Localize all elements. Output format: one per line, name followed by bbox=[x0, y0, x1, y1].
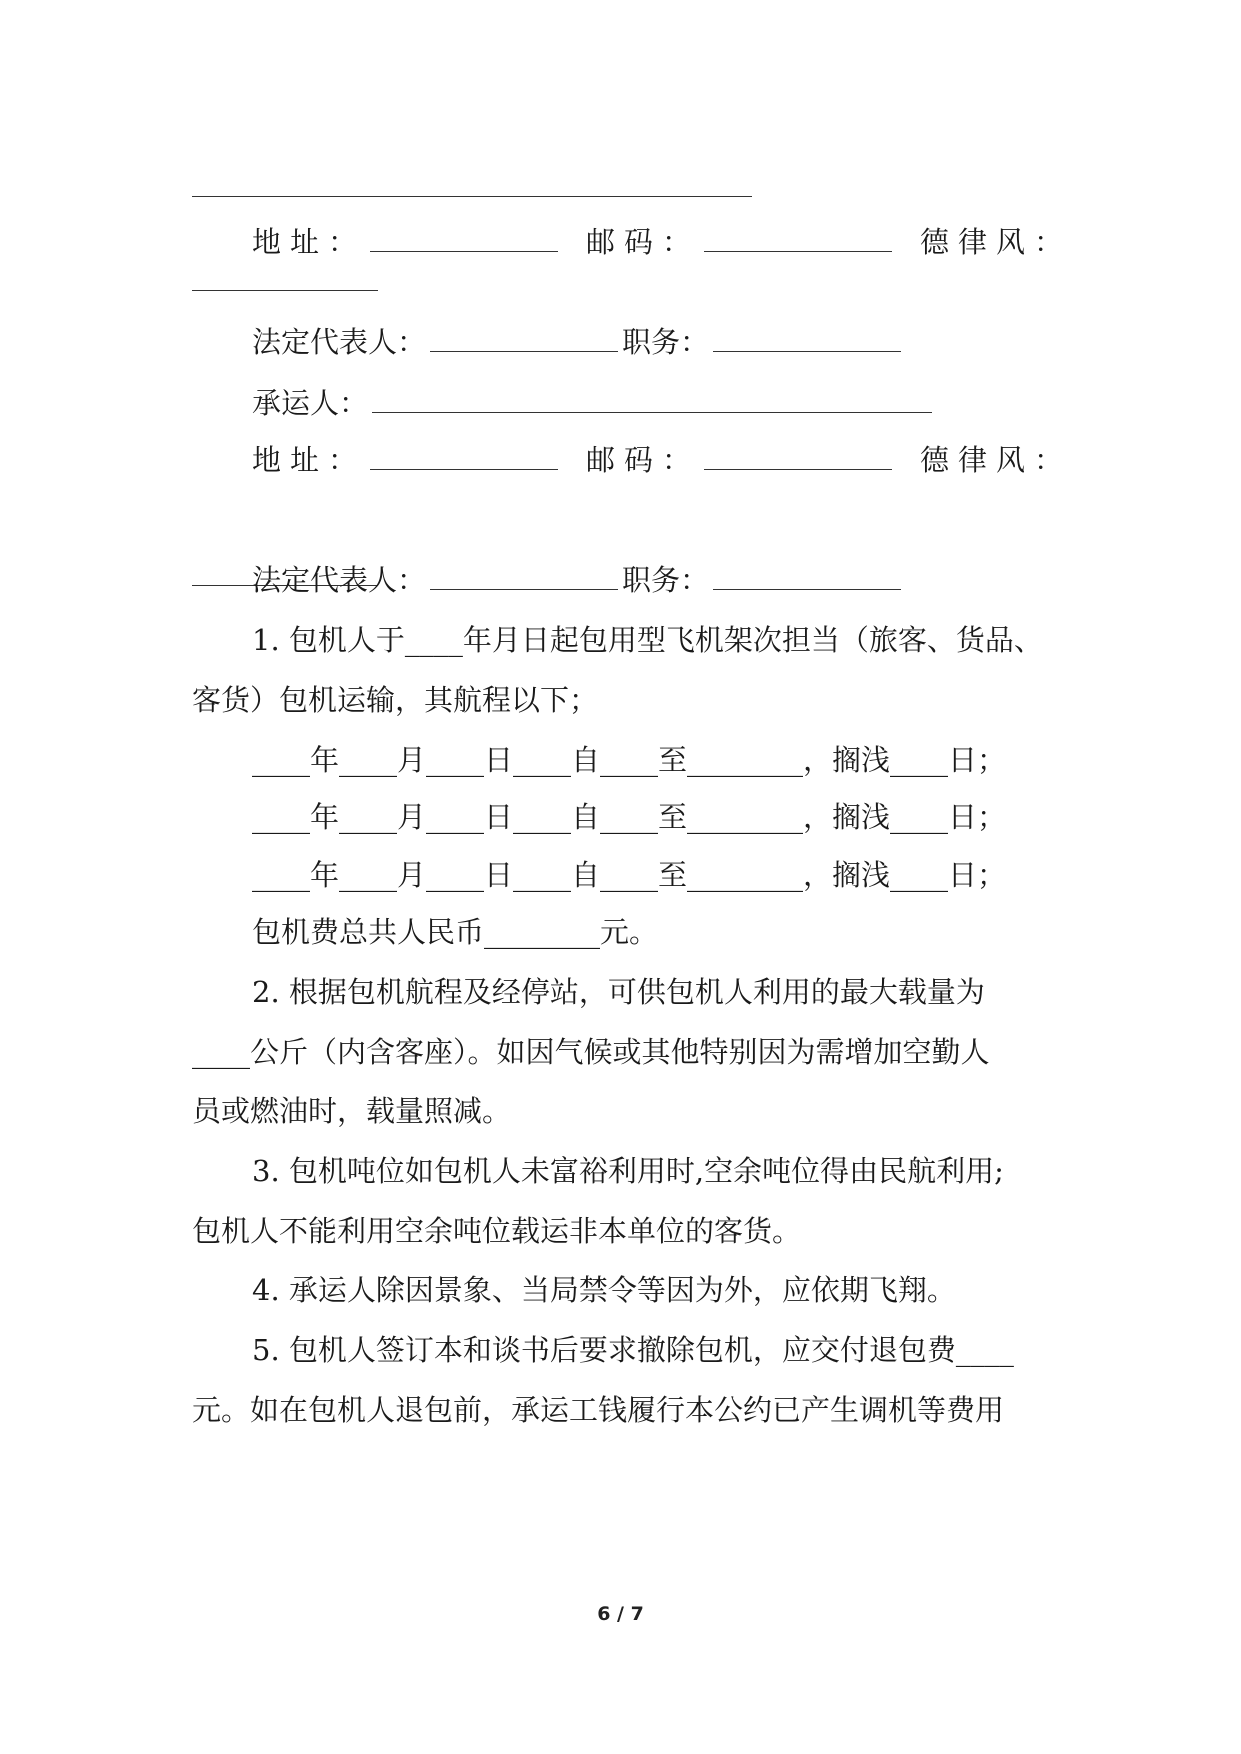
clause-3-line-1: 3. 包机吨位如包机人未富裕利用时,空余吨位得由民航利用; bbox=[252, 1154, 1004, 1188]
charter-fee-line: 包机费总共人民币________元。 bbox=[252, 915, 659, 949]
carrier-lawyer-label: 德律风： bbox=[919, 443, 1072, 477]
page-number: 6 / 7 bbox=[597, 1603, 644, 1625]
signature-line bbox=[192, 196, 752, 197]
carrier-row bbox=[252, 383, 1072, 423]
address-label: 地址： bbox=[252, 225, 367, 259]
position-label: 职务： bbox=[622, 325, 710, 359]
schedule-row-2: ____年____月____日____自____至________，搁浅____日； bbox=[252, 800, 1007, 834]
lawyer-blank bbox=[192, 290, 378, 291]
carrier-legal-rep-blank bbox=[430, 563, 618, 590]
carrier-postcode-label: 邮码： bbox=[585, 443, 700, 477]
carrier-legal-rep-label: 法定代表人： bbox=[252, 563, 427, 597]
clause-4-line-1: 4. 承运人除因景象、当局禁令等因为外，应依期飞翔。 bbox=[252, 1273, 956, 1307]
postcode-label: 邮码： bbox=[585, 225, 700, 259]
clause-1-line-2: 客货）包机运输，其航程以下； bbox=[192, 683, 599, 717]
carrier-legal-rep-row bbox=[252, 560, 1072, 600]
clause-2-line-3: 员或燃油时，载量照减。 bbox=[192, 1094, 512, 1128]
clause-1-line-1: 1. 包机人于____年月日起包用型飞机架次担当（旅客、货品、 bbox=[252, 623, 1043, 657]
schedule-row-3: ____年____月____日____自____至________，搁浅____日； bbox=[252, 858, 1007, 892]
party-a-legal-rep-row bbox=[252, 322, 1072, 362]
carrier-position-blank bbox=[713, 563, 901, 590]
carrier-position-label: 职务： bbox=[622, 563, 710, 597]
carrier-address-row bbox=[252, 440, 1072, 480]
schedule-row-1: ____年____月____日____自____至________，搁浅____日； bbox=[252, 743, 1007, 777]
party-a-address-row bbox=[252, 222, 1072, 262]
carrier-address-label: 地址： bbox=[252, 443, 367, 477]
clause-5-line-2: 元。如在包机人退包前，承运工钱履行本公约已产生调机等费用 bbox=[192, 1393, 1005, 1427]
postcode-blank bbox=[704, 225, 892, 252]
carrier-postcode-blank bbox=[704, 443, 892, 470]
clause-5-line-1: 5. 包机人签订本和谈书后要求撤除包机，应交付退包费____ bbox=[252, 1333, 1014, 1367]
clause-2-line-1: 2. 根据包机航程及经停站，可供包机人利用的最大载量为 bbox=[252, 975, 985, 1009]
carrier-blank bbox=[372, 386, 932, 413]
legal-rep-blank bbox=[430, 325, 618, 352]
lawyer-label: 德律风： bbox=[919, 225, 1072, 259]
legal-rep-label: 法定代表人： bbox=[252, 325, 427, 359]
clause-2-line-2: ____公斤（内含客座）。如因气候或其他特别因为需增加空勤人 bbox=[192, 1035, 990, 1069]
clause-3-line-2: 包机人不能利用空余吨位载运非本单位的客货。 bbox=[192, 1214, 802, 1248]
carrier-label: 承运人： bbox=[252, 386, 369, 420]
position-blank bbox=[713, 325, 901, 352]
address-blank bbox=[370, 225, 558, 252]
carrier-address-blank bbox=[370, 443, 558, 470]
